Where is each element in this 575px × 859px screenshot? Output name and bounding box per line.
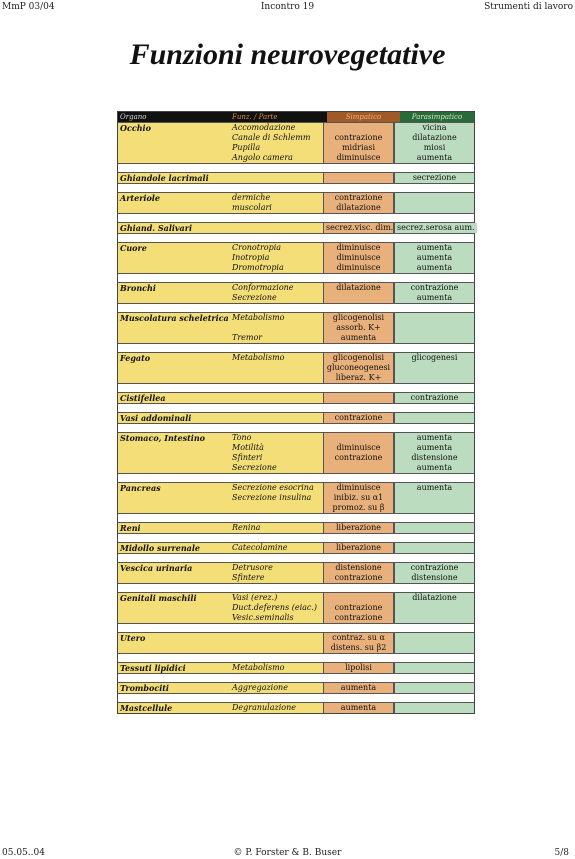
function-cell: Pupilla bbox=[232, 143, 261, 152]
organ-label: Trombociti bbox=[118, 683, 230, 693]
parasympathetic-column-cell bbox=[393, 563, 474, 583]
function-cell: Dromotropia bbox=[232, 263, 284, 272]
table-row bbox=[118, 632, 474, 653]
sympathetic-cell: lipolisi bbox=[345, 663, 372, 672]
parasympathetic-cell bbox=[395, 543, 474, 553]
sympathetic-column-cell bbox=[323, 483, 393, 513]
parasympathetic-cell bbox=[395, 643, 474, 653]
row-separator bbox=[118, 673, 474, 682]
organ-label: Midollo surrenale bbox=[118, 543, 230, 553]
row-separator bbox=[118, 513, 474, 522]
sympathetic-cell: aumenta bbox=[340, 683, 377, 692]
function-cell bbox=[230, 393, 323, 403]
table-row bbox=[118, 282, 474, 303]
parasympathetic-cell: secrez.serosa aum. bbox=[397, 223, 475, 232]
parasympathetic-cell bbox=[395, 193, 474, 203]
parasympathetic-column-cell bbox=[393, 543, 474, 553]
header-right: Strumenti di lavoro bbox=[484, 2, 573, 12]
row-separator bbox=[118, 273, 474, 282]
sympathetic-column-cell bbox=[323, 283, 393, 303]
sympathetic-cell bbox=[324, 393, 393, 403]
organ-label: Stomaco, Intestino bbox=[118, 433, 230, 473]
row-separator bbox=[118, 213, 474, 222]
table-body bbox=[118, 122, 474, 713]
parasympathetic-column-cell bbox=[393, 173, 474, 183]
parasympathetic-cell bbox=[395, 663, 474, 673]
sympathetic-column-cell bbox=[323, 593, 393, 623]
table-row bbox=[118, 192, 474, 213]
parasympathetic-cell bbox=[395, 523, 474, 533]
sympathetic-cell: promoz. su β bbox=[332, 503, 385, 512]
sympathetic-column-cell bbox=[323, 633, 393, 653]
organ-label: Mastcellule bbox=[118, 703, 230, 713]
parasympathetic-cell: aumenta bbox=[416, 293, 453, 302]
parasympathetic-cell bbox=[395, 503, 474, 513]
function-cell: Conformazione bbox=[232, 283, 294, 292]
parasympathetic-cell: vicina bbox=[422, 123, 447, 132]
function-cell: Secrezione esocrina bbox=[232, 483, 314, 492]
sympathetic-cell: aumenta bbox=[340, 333, 377, 342]
parasympathetic-cell: glicogenesi bbox=[411, 353, 458, 362]
sympathetic-cell bbox=[324, 123, 393, 133]
functions-table bbox=[117, 111, 475, 714]
footer-date: 05.05..04 bbox=[2, 848, 45, 858]
table-row bbox=[118, 222, 474, 233]
parasympathetic-column-cell bbox=[393, 393, 474, 403]
function-cell: Metabolismo bbox=[232, 663, 285, 672]
page-title: Funzioni neurovegetative bbox=[129, 38, 446, 71]
function-cell bbox=[230, 643, 323, 653]
organ-label: Tessuti lipidici bbox=[118, 663, 230, 673]
header-left: MmP 03/04 bbox=[2, 2, 55, 12]
function-cell: Degranulazione bbox=[232, 703, 296, 712]
parasympathetic-cell bbox=[395, 683, 474, 693]
sympathetic-cell: gluconeogenesi bbox=[326, 363, 391, 372]
sympathetic-cell: liberazione bbox=[335, 543, 382, 552]
function-cell bbox=[230, 363, 323, 373]
function-cell: Inotropia bbox=[232, 253, 270, 262]
sympathetic-cell: contrazione bbox=[334, 133, 383, 142]
sympathetic-cell: contrazione bbox=[334, 613, 383, 622]
function-cell bbox=[230, 413, 323, 423]
table-row bbox=[118, 172, 474, 183]
parasympathetic-cell bbox=[395, 493, 474, 503]
row-separator bbox=[118, 303, 474, 312]
function-column-cell bbox=[230, 393, 323, 403]
function-cell: Aggregazione bbox=[232, 683, 288, 692]
table-row bbox=[118, 522, 474, 533]
parasympathetic-column-cell bbox=[393, 193, 474, 213]
sympathetic-cell: contrazione bbox=[334, 193, 383, 202]
organ-label: Pancreas bbox=[118, 483, 230, 513]
table-row bbox=[118, 352, 474, 383]
function-column-cell bbox=[230, 563, 323, 583]
parasympathetic-column-cell bbox=[393, 663, 474, 673]
function-cell: Secrezione insulina bbox=[232, 493, 312, 502]
function-cell bbox=[230, 373, 323, 383]
function-column-cell bbox=[230, 193, 323, 213]
table-header-row bbox=[118, 112, 474, 122]
row-separator bbox=[118, 553, 474, 562]
table-row bbox=[118, 392, 474, 403]
organ-label: Fegato bbox=[118, 353, 230, 383]
header-funzione: Funz. / Parte bbox=[230, 112, 327, 122]
function-column-cell bbox=[230, 483, 323, 513]
parasympathetic-column-cell bbox=[393, 483, 474, 513]
parasympathetic-cell: secrezione bbox=[412, 173, 457, 182]
function-column-cell bbox=[230, 283, 323, 303]
organ-label: Cistifellea bbox=[118, 393, 230, 403]
sympathetic-cell: dilatazione bbox=[336, 283, 381, 292]
parasympathetic-column-cell bbox=[393, 283, 474, 303]
sympathetic-cell: midriasi bbox=[341, 143, 376, 152]
parasympathetic-cell: aumenta bbox=[416, 253, 453, 262]
sympathetic-column-cell bbox=[323, 243, 393, 273]
parasympathetic-cell bbox=[395, 603, 474, 613]
function-cell: Secrezione bbox=[232, 463, 277, 472]
sympathetic-column-cell bbox=[323, 123, 393, 163]
organ-label: Ghiand. Salivari bbox=[118, 223, 230, 233]
function-cell bbox=[230, 633, 323, 643]
parasympathetic-column-cell bbox=[393, 523, 474, 533]
function-column-cell bbox=[230, 223, 323, 233]
table-row bbox=[118, 592, 474, 623]
function-cell bbox=[230, 323, 323, 333]
parasympathetic-column-cell bbox=[393, 313, 474, 343]
table-row bbox=[118, 312, 474, 343]
row-separator bbox=[118, 423, 474, 432]
function-cell: Cronotropia bbox=[232, 243, 282, 252]
sympathetic-cell: contrazione bbox=[334, 453, 383, 462]
table-row bbox=[118, 542, 474, 553]
parasympathetic-cell: contrazione bbox=[410, 563, 459, 572]
function-cell: Motilità bbox=[232, 443, 264, 452]
sympathetic-cell: secrez.visc. dim. bbox=[326, 223, 393, 232]
table-row bbox=[118, 242, 474, 273]
parasympathetic-cell: miosi bbox=[423, 143, 446, 152]
sympathetic-cell: liberazione bbox=[335, 523, 382, 532]
sympathetic-column-cell bbox=[323, 393, 393, 403]
parasympathetic-column-cell bbox=[393, 703, 474, 713]
sympathetic-cell: diminuisce bbox=[336, 153, 381, 162]
organ-label: Vasi addominali bbox=[118, 413, 230, 423]
table-row bbox=[118, 482, 474, 513]
sympathetic-cell: assorb. K+ bbox=[336, 323, 381, 332]
organ-label: Vescica urinaria bbox=[118, 563, 230, 583]
function-cell: Tono bbox=[232, 433, 252, 442]
function-cell: Accomodazione bbox=[232, 123, 296, 132]
parasympathetic-cell: aumenta bbox=[416, 463, 453, 472]
function-column-cell bbox=[230, 523, 323, 533]
parasympathetic-cell: distensione bbox=[411, 453, 458, 462]
table-row bbox=[118, 702, 474, 713]
sympathetic-column-cell bbox=[323, 193, 393, 213]
header-organo: Organo bbox=[118, 112, 230, 122]
sympathetic-cell bbox=[324, 433, 393, 443]
sympathetic-cell: distens. su β2 bbox=[330, 643, 387, 652]
parasympathetic-column-cell bbox=[393, 243, 474, 273]
row-separator bbox=[118, 693, 474, 702]
function-cell: Renina bbox=[232, 523, 261, 532]
function-column-cell bbox=[230, 543, 323, 553]
sympathetic-cell: diminuisce bbox=[336, 243, 381, 252]
organ-label: Muscolatura scheletrica bbox=[118, 313, 230, 343]
parasympathetic-cell bbox=[395, 373, 474, 383]
header-parasimpatico: Parasimpatico bbox=[400, 112, 474, 122]
sympathetic-column-cell bbox=[323, 543, 393, 553]
function-cell: Vesic.seminalis bbox=[232, 613, 294, 622]
parasympathetic-column-cell bbox=[393, 433, 474, 473]
parasympathetic-column-cell bbox=[393, 593, 474, 623]
parasympathetic-cell: contrazione bbox=[410, 393, 459, 402]
sympathetic-column-cell bbox=[323, 433, 393, 473]
sympathetic-column-cell bbox=[323, 313, 393, 343]
sympathetic-cell: dilatazione bbox=[336, 203, 381, 212]
function-cell: Metabolismo bbox=[232, 353, 285, 362]
table-row bbox=[118, 432, 474, 473]
table-row bbox=[118, 412, 474, 423]
sympathetic-column-cell bbox=[323, 663, 393, 673]
function-cell: dermiche bbox=[232, 193, 271, 202]
parasympathetic-column-cell bbox=[393, 683, 474, 693]
function-cell: Angolo camera bbox=[232, 153, 293, 162]
parasympathetic-cell: aumenta bbox=[416, 243, 453, 252]
sympathetic-cell: diminuisce bbox=[336, 263, 381, 272]
footer-page: 5/8 bbox=[554, 848, 569, 858]
sympathetic-cell: inibiz. su α1 bbox=[333, 493, 384, 502]
row-separator bbox=[118, 163, 474, 172]
function-column-cell bbox=[230, 413, 323, 423]
parasympathetic-cell: aumenta bbox=[416, 443, 453, 452]
function-column-cell bbox=[230, 243, 323, 273]
sympathetic-cell: contrazione bbox=[334, 413, 383, 422]
row-separator bbox=[118, 653, 474, 662]
sympathetic-cell: liberaz. K+ bbox=[335, 373, 382, 382]
function-cell: muscolari bbox=[232, 203, 272, 212]
sympathetic-column-cell bbox=[323, 703, 393, 713]
table-row bbox=[118, 662, 474, 673]
function-column-cell bbox=[230, 633, 323, 653]
parasympathetic-cell bbox=[395, 333, 474, 343]
parasympathetic-column-cell bbox=[393, 413, 474, 423]
function-column-cell bbox=[230, 703, 323, 713]
row-separator bbox=[118, 403, 474, 412]
function-cell: Secrezione bbox=[232, 293, 277, 302]
sympathetic-cell bbox=[324, 293, 393, 303]
sympathetic-column-cell bbox=[323, 223, 393, 233]
sympathetic-cell bbox=[324, 463, 393, 473]
sympathetic-cell: diminuisce bbox=[336, 443, 381, 452]
function-cell bbox=[230, 503, 323, 513]
function-cell: Metabolismo bbox=[232, 313, 285, 322]
parasympathetic-cell bbox=[395, 633, 474, 643]
function-column-cell bbox=[230, 663, 323, 673]
sympathetic-cell: aumenta bbox=[340, 703, 377, 712]
table-row bbox=[118, 122, 474, 163]
parasympathetic-cell bbox=[395, 323, 474, 333]
function-column-cell bbox=[230, 123, 323, 163]
parasympathetic-cell: aumenta bbox=[416, 263, 453, 272]
function-cell: Duct.deferens (eiac.) bbox=[232, 603, 318, 612]
function-cell: Vasi (erez.) bbox=[232, 593, 278, 602]
function-cell: Sfintere bbox=[232, 573, 265, 582]
sympathetic-cell: diminuisce bbox=[336, 483, 381, 492]
sympathetic-cell bbox=[324, 593, 393, 603]
parasympathetic-cell bbox=[395, 613, 474, 623]
parasympathetic-column-cell bbox=[393, 633, 474, 653]
row-separator bbox=[118, 533, 474, 542]
sympathetic-column-cell bbox=[323, 353, 393, 383]
row-separator bbox=[118, 473, 474, 482]
row-separator bbox=[118, 233, 474, 242]
sympathetic-cell: diminuisce bbox=[336, 253, 381, 262]
organ-label: Ghiandole lacrimali bbox=[118, 173, 230, 183]
sympathetic-cell bbox=[324, 173, 393, 183]
function-column-cell bbox=[230, 173, 323, 183]
function-cell bbox=[230, 223, 323, 233]
sympathetic-cell: glicogenolisi bbox=[332, 353, 385, 362]
function-cell bbox=[230, 173, 323, 183]
sympathetic-column-cell bbox=[323, 173, 393, 183]
row-separator bbox=[118, 383, 474, 392]
organ-label: Reni bbox=[118, 523, 230, 533]
function-column-cell bbox=[230, 683, 323, 693]
parasympathetic-cell bbox=[395, 413, 474, 423]
parasympathetic-cell bbox=[395, 203, 474, 213]
organ-label: Bronchi bbox=[118, 283, 230, 303]
function-column-cell bbox=[230, 593, 323, 623]
parasympathetic-cell: aumenta bbox=[416, 153, 453, 162]
parasympathetic-cell: distensione bbox=[411, 573, 458, 582]
parasympathetic-column-cell bbox=[393, 123, 474, 163]
sympathetic-cell: contrazione bbox=[334, 573, 383, 582]
function-column-cell bbox=[230, 353, 323, 383]
organ-label: Arteriole bbox=[118, 193, 230, 213]
footer-authors: © P. Forster & B. Buser bbox=[233, 848, 342, 858]
organ-label: Genitali maschili bbox=[118, 593, 230, 623]
sympathetic-cell: distensione bbox=[335, 563, 382, 572]
organ-label: Cuore bbox=[118, 243, 230, 273]
parasympathetic-column-cell bbox=[393, 353, 474, 383]
header-simpatico: Simpatico bbox=[327, 112, 400, 122]
parasympathetic-cell: aumenta bbox=[416, 483, 453, 492]
sympathetic-column-cell bbox=[323, 683, 393, 693]
function-column-cell bbox=[230, 313, 323, 343]
function-cell: Catecolamine bbox=[232, 543, 288, 552]
sympathetic-cell: contraz. su α bbox=[332, 633, 385, 642]
function-column-cell bbox=[230, 433, 323, 473]
table-row bbox=[118, 682, 474, 693]
row-separator bbox=[118, 343, 474, 352]
organ-label: Utero bbox=[118, 633, 230, 653]
table-row bbox=[118, 562, 474, 583]
parasympathetic-cell: contrazione bbox=[410, 283, 459, 292]
row-separator bbox=[118, 183, 474, 192]
function-cell: Detrusore bbox=[232, 563, 273, 572]
parasympathetic-cell: dilatazione bbox=[412, 133, 457, 142]
parasympathetic-cell bbox=[395, 313, 474, 323]
function-cell: Canale di Schlemm bbox=[232, 133, 311, 142]
organ-label: Occhio bbox=[118, 123, 230, 163]
parasympathetic-cell: aumenta bbox=[416, 433, 453, 442]
sympathetic-column-cell bbox=[323, 523, 393, 533]
sympathetic-cell: contrazione bbox=[334, 603, 383, 612]
row-separator bbox=[118, 623, 474, 632]
parasympathetic-cell bbox=[395, 363, 474, 373]
sympathetic-cell: glicogenolisi bbox=[332, 313, 385, 322]
parasympathetic-cell: dilatazione bbox=[412, 593, 457, 602]
function-cell: Sfinteri bbox=[232, 453, 263, 462]
row-separator bbox=[118, 583, 474, 592]
sympathetic-column-cell bbox=[323, 413, 393, 423]
header-center: Incontro 19 bbox=[260, 2, 315, 12]
sympathetic-column-cell bbox=[323, 563, 393, 583]
parasympathetic-column-cell bbox=[393, 223, 477, 233]
function-cell: Tremor bbox=[232, 333, 263, 342]
parasympathetic-cell bbox=[395, 703, 474, 713]
